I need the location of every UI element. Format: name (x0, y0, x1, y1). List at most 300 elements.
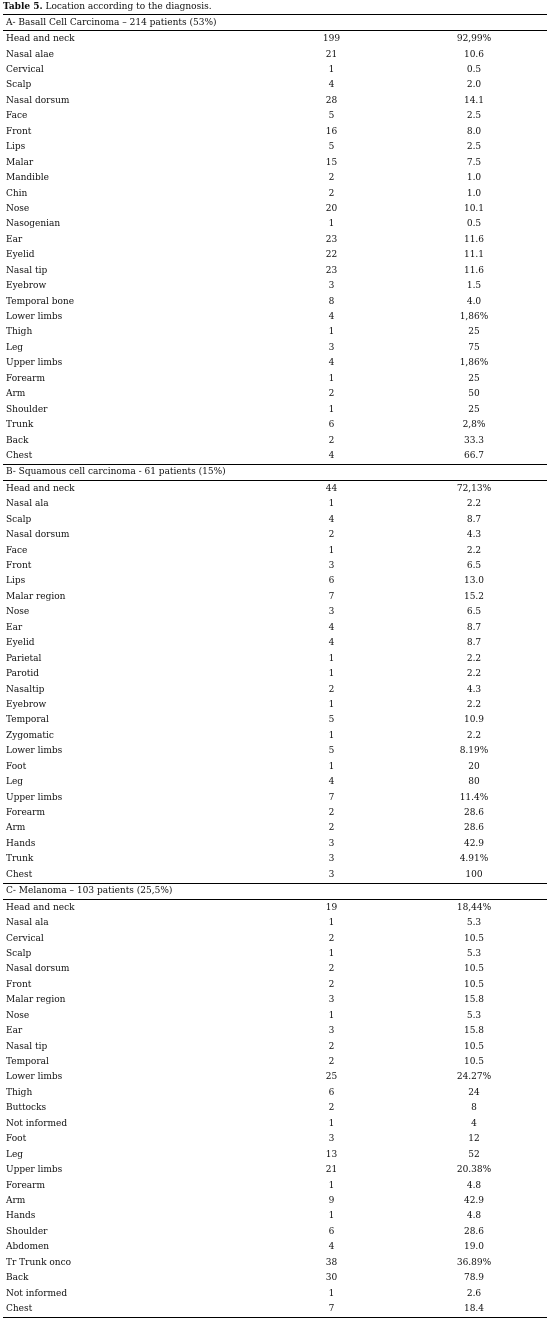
location-cell: Ear (6, 622, 23, 633)
table-row (3, 821, 547, 836)
location-cell: Malar (6, 157, 34, 168)
table-row (3, 1286, 547, 1301)
location-table-body (3, 15, 547, 1318)
count-cell: 1 (328, 499, 335, 510)
count-cell: 2 (328, 530, 335, 541)
percent-cell: 1.0 (466, 173, 482, 184)
count-cell: 15 (325, 157, 338, 168)
percent-cell: 80 (468, 777, 480, 788)
count-cell: 4 (328, 312, 335, 323)
percent-cell: 4.91% (459, 854, 489, 865)
table-row (3, 1209, 547, 1224)
table-row (3, 1132, 547, 1147)
count-cell: 2 (328, 389, 335, 400)
count-cell: 9 (328, 1195, 335, 1206)
location-cell: Cervical (6, 65, 44, 76)
table-row (3, 47, 547, 62)
count-cell: 1 (328, 404, 335, 415)
location-cell: Trunk (6, 420, 34, 431)
table-row (3, 356, 547, 371)
percent-cell: 8.7 (466, 622, 482, 633)
table-row (3, 1008, 547, 1023)
location-cell: Parietal (6, 653, 42, 664)
count-cell: 2 (328, 1103, 335, 1114)
table-row (3, 790, 547, 805)
percent-cell: 50 (468, 389, 480, 400)
table-row (3, 620, 547, 635)
count-cell: 2 (328, 1057, 335, 1068)
count-cell: 4 (328, 777, 335, 788)
percent-cell: 25 (468, 327, 480, 338)
count-cell: 1 (328, 219, 335, 230)
location-cell: Abdomen (6, 1242, 50, 1253)
table-row (3, 1301, 547, 1317)
location-cell: Face (6, 111, 28, 122)
count-cell: 2 (328, 979, 335, 990)
location-cell: Chest (6, 450, 33, 461)
count-cell: 1 (328, 761, 335, 772)
location-cell: Temporal bone (6, 296, 75, 307)
location-cell: Front (6, 126, 32, 137)
table-row (3, 278, 547, 293)
location-cell: Eyebrow (6, 281, 47, 292)
percent-cell: 15.2 (463, 591, 485, 602)
count-cell: 1 (328, 948, 335, 959)
location-cell: Lower limbs (6, 746, 63, 757)
percent-cell: 5.3 (466, 918, 482, 929)
percent-cell: 72,13% (456, 483, 492, 494)
table-row (3, 1178, 547, 1193)
count-cell: 1 (328, 699, 335, 710)
count-cell: 4 (328, 358, 335, 369)
percent-cell: 4.0 (466, 296, 482, 307)
section-header-row (3, 883, 547, 899)
table-row (3, 1240, 547, 1255)
count-cell: 23 (325, 265, 338, 276)
table-row (3, 340, 547, 355)
table-row (3, 62, 547, 77)
count-cell: 4 (328, 80, 335, 91)
count-cell: 5 (328, 142, 335, 153)
count-cell: 2 (328, 435, 335, 446)
count-cell: 1 (328, 669, 335, 680)
location-cell: Nasogenian (6, 219, 61, 230)
location-cell: Shoulder (6, 404, 48, 415)
location-cell: Lower limbs (6, 1072, 63, 1083)
percent-cell: 18,44% (456, 902, 492, 913)
percent-cell: 7.5 (466, 157, 482, 168)
percent-cell: 2.5 (466, 142, 482, 153)
table-row (3, 325, 547, 340)
table-row (3, 232, 547, 247)
location-cell: Upper limbs (6, 1165, 63, 1176)
location-cell: Tr Trunk onco (6, 1257, 72, 1268)
percent-cell: 11.6 (463, 265, 485, 276)
percent-cell: 8.0 (466, 126, 482, 137)
table-row (3, 402, 547, 417)
percent-cell: 2.6 (466, 1288, 482, 1299)
percent-cell: 2.2 (466, 545, 482, 556)
table-row (3, 915, 547, 930)
table-row (3, 155, 547, 170)
percent-cell: 42.9 (463, 838, 485, 849)
location-cell: Nose (6, 1010, 30, 1021)
table-row (3, 636, 547, 651)
table-row (3, 836, 547, 851)
table-row (3, 527, 547, 542)
table-row (3, 774, 547, 789)
table-row (3, 1270, 547, 1285)
location-cell: Foot (6, 1134, 27, 1145)
location-cell: Front (6, 561, 32, 572)
table-row (3, 433, 547, 448)
percent-cell: 0.5 (466, 219, 482, 230)
count-cell: 2 (328, 684, 335, 695)
location-cell: Not informed (6, 1288, 68, 1299)
table-row (3, 899, 547, 915)
location-cell: Leg (6, 777, 24, 788)
count-cell: 1 (328, 373, 335, 384)
table-row (3, 651, 547, 666)
percent-cell: 4.8 (466, 1180, 482, 1191)
count-cell: 1 (328, 1010, 335, 1021)
percent-cell: 100 (465, 869, 483, 880)
section-title: A- Basall Cell Carcinoma – 214 patients (53%) (3, 15, 547, 31)
count-cell: 20 (325, 203, 338, 214)
percent-cell: 6.5 (466, 607, 482, 618)
location-cell: Lower limbs (6, 312, 63, 323)
percent-cell: 75 (468, 342, 480, 353)
location-cell: Eyelid (6, 250, 35, 261)
percent-cell: 15.8 (463, 995, 485, 1006)
location-cell: Temporal (6, 715, 49, 726)
percent-cell: 8.7 (466, 514, 482, 525)
location-cell: Nose (6, 607, 30, 618)
table-row (3, 946, 547, 961)
location-cell: Malar region (6, 995, 66, 1006)
percent-cell: 11.1 (463, 250, 485, 261)
table-row (3, 1101, 547, 1116)
percent-cell: 19.0 (463, 1242, 485, 1253)
count-cell: 3 (328, 854, 335, 865)
count-cell: 1 (328, 1180, 335, 1191)
location-cell: Forearm (6, 808, 46, 819)
section-header-row (3, 15, 547, 31)
count-cell: 7 (266, 1301, 397, 1317)
percent-cell: 2.2 (466, 653, 482, 664)
percent-cell: 25 (468, 373, 480, 384)
count-cell: 1 (328, 730, 335, 741)
location-cell: Trunk (6, 854, 34, 865)
location-cell: Nose (6, 203, 30, 214)
count-cell: 2 (328, 964, 335, 975)
table-caption-text: Location according to the diagnosis. (42, 2, 212, 12)
table-row (3, 931, 547, 946)
percent-cell: 20.38% (456, 1165, 492, 1176)
table-row (3, 1255, 547, 1270)
percent-cell: 28.6 (463, 808, 485, 819)
table-row (3, 1147, 547, 1162)
count-cell: 1 (328, 327, 335, 338)
location-cell: Hands (6, 838, 36, 849)
count-cell: 8 (328, 296, 335, 307)
count-cell: 13 (325, 1149, 338, 1160)
table-row (3, 1070, 547, 1085)
count-cell: 5 (328, 111, 335, 122)
count-cell: 38 (325, 1257, 338, 1268)
percent-cell: 42.9 (463, 1195, 485, 1206)
count-cell: 1 (328, 918, 335, 929)
table-row (3, 759, 547, 774)
percent-cell: 2.2 (466, 669, 482, 680)
count-cell: 25 (325, 1072, 338, 1083)
percent-cell: 8.19% (459, 746, 489, 757)
table-row (3, 1116, 547, 1131)
percent-cell: 92,99% (456, 34, 492, 45)
location-cell: Nasal ala (6, 918, 49, 929)
percent-cell: 4.8 (466, 1211, 482, 1222)
table-row (3, 605, 547, 620)
table-row (3, 448, 547, 464)
table-row (3, 140, 547, 155)
percent-cell: 14.1 (463, 95, 485, 106)
table-row (3, 1224, 547, 1239)
percent-cell: 8 (471, 1103, 477, 1114)
location-cell: Zygomatic (6, 730, 54, 741)
table-row (3, 294, 547, 309)
table-row (3, 977, 547, 992)
location-cell: Chest (3, 1301, 266, 1317)
location-cell: Mandible (6, 173, 49, 184)
location-cell: Forearm (6, 373, 46, 384)
count-cell: 4 (328, 638, 335, 649)
table-row (3, 993, 547, 1008)
table-caption-label: Table 5. (3, 2, 43, 12)
table-row (3, 417, 547, 432)
percent-cell: 25 (468, 404, 480, 415)
percent-cell: 2.2 (466, 730, 482, 741)
section-title: C- Melanoma – 103 patients (25,5%) (3, 883, 547, 899)
location-cell: Scalp (6, 948, 32, 959)
percent-cell: 52 (468, 1149, 480, 1160)
percent-cell: 4 (471, 1118, 477, 1129)
percent-cell: 11.6 (463, 234, 485, 245)
percent-cell: 1,86% (459, 358, 489, 369)
percent-cell: 24 (468, 1087, 480, 1098)
percent-cell: 1,86% (459, 312, 489, 323)
location-cell: Back (6, 1273, 29, 1284)
location-cell: Front (6, 979, 32, 990)
count-cell: 3 (328, 1134, 335, 1145)
count-cell: 3 (328, 607, 335, 618)
table-row (3, 962, 547, 977)
table-row (3, 728, 547, 743)
percent-cell: 10.5 (463, 964, 485, 975)
table-row (3, 481, 547, 497)
table-row (3, 697, 547, 712)
count-cell: 3 (328, 869, 335, 880)
count-cell: 6 (328, 420, 335, 431)
percent-cell: 28.6 (463, 1226, 485, 1237)
location-cell: Ear (6, 234, 23, 245)
table-row (3, 543, 547, 558)
table-row (3, 589, 547, 604)
table-row (3, 124, 547, 139)
count-cell: 3 (328, 342, 335, 353)
count-cell: 1 (328, 653, 335, 664)
table-row (3, 109, 547, 124)
count-cell: 4 (328, 1242, 335, 1253)
location-cell: Head and neck (6, 483, 75, 494)
location-cell: Forearm (6, 1180, 46, 1191)
count-cell: 2 (328, 1041, 335, 1052)
count-cell: 2 (328, 823, 335, 834)
percent-cell: 11.4% (459, 792, 489, 803)
location-cell: Scalp (6, 80, 32, 91)
location-cell: Parotid (6, 669, 39, 680)
count-cell: 2 (328, 173, 335, 184)
count-cell: 3 (328, 281, 335, 292)
percent-cell: 13.0 (463, 576, 485, 587)
location-cell: Eyelid (6, 638, 35, 649)
location-cell: Arm (6, 1195, 26, 1206)
location-cell: Chest (6, 869, 33, 880)
count-cell: 6 (328, 576, 335, 587)
count-cell: 2 (328, 933, 335, 944)
percent-cell: 36.89% (456, 1257, 492, 1268)
table-row (3, 1054, 547, 1069)
count-cell: 3 (328, 995, 335, 1006)
table-row (3, 1085, 547, 1100)
count-cell: 7 (328, 792, 335, 803)
count-cell: 1 (328, 545, 335, 556)
location-cell: Nasaltip (6, 684, 45, 695)
percent-cell: 8.7 (466, 638, 482, 649)
percent-cell: 28.6 (463, 823, 485, 834)
location-cell: Eyebrow (6, 699, 47, 710)
table-row (3, 387, 547, 402)
count-cell: 2 (328, 188, 335, 199)
percent-cell: 2.2 (466, 499, 482, 510)
count-cell: 23 (325, 234, 338, 245)
percent-cell: 24.27% (456, 1072, 492, 1083)
percent-cell: 10.5 (463, 1041, 485, 1052)
location-cell: Foot (6, 761, 27, 772)
count-cell: 19 (325, 902, 338, 913)
section-title: B- Squamous cell carcinoma - 61 patients (15%) (3, 464, 547, 480)
location-cell: Buttocks (6, 1103, 47, 1114)
count-cell: 44 (325, 483, 338, 494)
location-cell: Temporal (6, 1057, 49, 1068)
location-cell: Chin (6, 188, 28, 199)
count-cell: 1 (328, 65, 335, 76)
table-row (3, 867, 547, 883)
percent-cell: 4.3 (466, 684, 482, 695)
table-row (3, 852, 547, 867)
location-cell: Nasal tip (6, 265, 48, 276)
location-cell: Nasal dorsum (6, 964, 70, 975)
location-cell: Upper limbs (6, 792, 63, 803)
percent-cell: 10.1 (463, 203, 485, 214)
percent-cell: 2.0 (466, 80, 482, 91)
count-cell: 3 (328, 838, 335, 849)
table-row (3, 805, 547, 820)
count-cell: 1 (328, 1211, 335, 1222)
percent-cell: 0.5 (466, 65, 482, 76)
location-cell: Nasal dorsum (6, 530, 70, 541)
table-row (3, 666, 547, 681)
table-row (3, 78, 547, 93)
table-row (3, 170, 547, 185)
percent-cell: 1.0 (466, 188, 482, 199)
count-cell: 5 (328, 715, 335, 726)
table-caption (3, 1, 212, 13)
location-cell: Not informed (6, 1118, 68, 1129)
percent-cell: 5.3 (466, 1010, 482, 1021)
count-cell: 21 (325, 49, 338, 60)
location-cell: Nasal ala (6, 499, 49, 510)
count-cell: 3 (328, 561, 335, 572)
count-cell: 4 (328, 622, 335, 633)
location-cell: Scalp (6, 514, 32, 525)
table-row (3, 201, 547, 216)
table-row (3, 217, 547, 232)
percent-cell: 2,8% (462, 420, 486, 431)
percent-cell: 10.5 (463, 1057, 485, 1068)
count-cell: 3 (328, 1026, 335, 1037)
table-row (3, 744, 547, 759)
percent-cell: 6.5 (466, 561, 482, 572)
count-cell: 1 (328, 1288, 335, 1299)
location-cell: Thigh (6, 1087, 33, 1098)
location-cell: Lips (6, 576, 26, 587)
percent-cell: 12 (468, 1134, 480, 1145)
count-cell: 2 (328, 808, 335, 819)
table-row (3, 1193, 547, 1208)
section-header-row (3, 464, 547, 480)
location-cell: Back (6, 435, 29, 446)
location-cell: Malar region (6, 591, 66, 602)
location-cell: Thigh (6, 327, 33, 338)
table-row (3, 1039, 547, 1054)
location-cell: Nasal alae (6, 49, 54, 60)
location-cell: Leg (6, 1149, 24, 1160)
location-cell: Nasal dorsum (6, 95, 70, 106)
count-cell: 21 (325, 1165, 338, 1176)
location-table (3, 14, 547, 1318)
count-cell: 199 (322, 34, 341, 45)
location-cell: Leg (6, 342, 24, 353)
location-cell: Face (6, 545, 28, 556)
count-cell: 28 (325, 95, 338, 106)
percent-cell: 10.5 (463, 933, 485, 944)
location-cell: Shoulder (6, 1226, 48, 1237)
count-cell: 22 (325, 250, 338, 261)
location-cell: Head and neck (6, 902, 75, 913)
location-cell: Lips (6, 142, 26, 153)
percent-cell: 10.5 (463, 979, 485, 990)
table-row (3, 497, 547, 512)
location-cell: Arm (6, 823, 26, 834)
table-row (3, 31, 547, 47)
percent-cell: 2.5 (466, 111, 482, 122)
percent-cell: 18.4 (397, 1301, 547, 1317)
table-row (3, 713, 547, 728)
percent-cell: 15.8 (463, 1026, 485, 1037)
location-cell: Hands (6, 1211, 36, 1222)
table-row (3, 263, 547, 278)
table-row (3, 186, 547, 201)
